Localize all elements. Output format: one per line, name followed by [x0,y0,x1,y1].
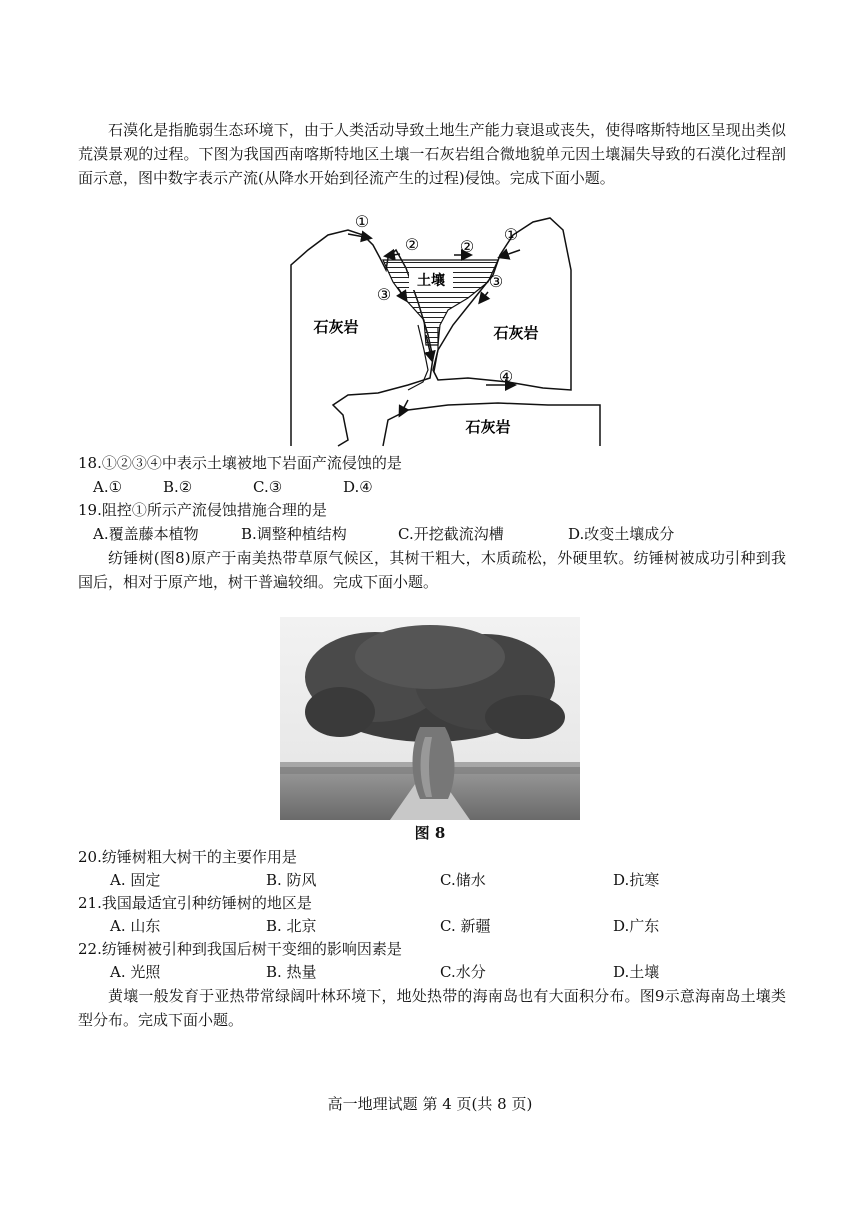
q18-option-a[interactable]: A.① [93,478,123,496]
q18-option-d[interactable]: D.④ [343,478,373,496]
marker-3-right: ③ [488,272,504,291]
q20-option-d[interactable]: D.抗寒 [613,871,660,889]
left-rock-label: 石灰岩 [313,318,359,336]
q21-option-d[interactable]: D.广东 [613,917,660,935]
q21-option-b[interactable]: B. 北京 [266,917,317,935]
marker-2-left: ② [404,235,420,254]
marker-3-left: ③ [376,285,392,304]
question-22-stem: 22.纺锤树被引种到我国后树干变细的影响因素是 [78,940,402,958]
marker-2-right: ② [459,237,475,256]
q22-option-c[interactable]: C.水分 [440,963,486,981]
intro-paragraph-3: 黄壤一般发育于亚热带常绿阔叶林环境下，地处热带的海南岛也有大面积分布。图9示意海南岛土壤类型分布。完成下面小题。 [78,987,786,1029]
page-footer: 高一地理试题 第 4 页(共 8 页) [327,1095,533,1113]
intro-paragraph-1: 石漠化是指脆弱生态环境下，由于人类活动导致土地生产能力衰退或丧失，使得喀斯特地区呈现出类似荒漠景观的过程。下图为我国西南喀斯特地区土壤一石灰岩组合微地貌单元因土壤漏失导致的石漠化过程剖面示意，图中数字表示产流(从降水开始到径流产生的过程)侵蚀。完成下面小题。 [78,121,786,187]
right-rock-label: 石灰岩 [493,324,539,342]
question-21-stem: 21.我国最适宜引种纺锤树的地区是 [78,894,312,912]
q19-option-b[interactable]: B.调整种植结构 [241,525,347,543]
q21-option-a[interactable]: A. 山东 [110,917,161,935]
marker-1-right: ① [503,225,519,244]
q20-option-a[interactable]: A. 固定 [110,871,161,889]
q18-option-b[interactable]: B.② [163,478,193,496]
q22-option-b[interactable]: B. 热量 [266,963,317,981]
q18-option-c[interactable]: C.③ [253,478,283,496]
q19-option-c[interactable]: C.开挖截流沟槽 [398,525,504,543]
question-19-stem: 19.阻控①所示产流侵蚀措施合理的是 [78,501,327,519]
bottle-tree-photo [280,617,580,820]
bottom-rock-label: 石灰岩 [465,418,511,436]
q20-option-c[interactable]: C.储水 [440,871,486,889]
q22-option-a[interactable]: A. 光照 [110,963,161,981]
q22-option-d[interactable]: D.土壤 [613,963,660,981]
figure-8-caption: 图 8 [414,824,446,842]
intro-paragraph-2: 纺锤树(图8)原产于南美热带草原气候区，其树干粗大，木质疏松，外硬里软。纺锤树被成功引种到我国后，相对于原产地，树干普遍较细。完成下面小题。 [78,549,786,591]
soil-label: 土壤 [417,273,445,289]
q19-option-d[interactable]: D.改变土壤成分 [568,525,675,543]
q20-option-b[interactable]: B. 防风 [266,871,317,889]
karst-cross-section-diagram [288,210,608,450]
question-20-stem: 20.纺锤树粗大树干的主要作用是 [78,848,297,866]
marker-4: ④ [498,367,514,386]
q19-option-a[interactable]: A.覆盖藤本植物 [93,525,199,543]
marker-1-left: ① [354,212,370,231]
q21-option-c[interactable]: C. 新疆 [440,917,491,935]
question-18-stem: 18.①②③④中表示土壤被地下岩面产流侵蚀的是 [78,454,402,472]
